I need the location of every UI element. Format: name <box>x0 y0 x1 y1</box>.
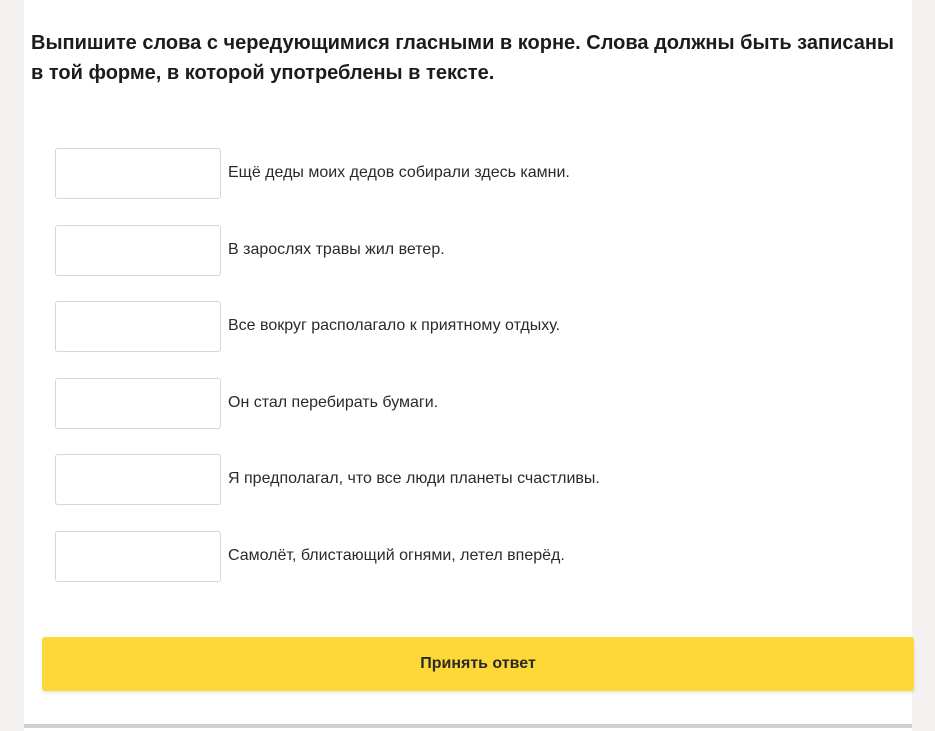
sentence-text-2: В зарослях травы жил ветер. <box>228 240 445 258</box>
sentence-text-4: Он стал перебирать бумаги. <box>228 393 439 411</box>
bottom-divider <box>24 724 912 728</box>
task-instruction: Выпишите слова с чередующимися гласными в корне. Слова должны быть записаны в той форме, в которой употреблены в тексте. <box>31 32 895 84</box>
submit-answer-button[interactable]: Принять ответ <box>42 637 914 691</box>
sentence-text-1: Ещё деды моих дедов собирали здесь камни. <box>228 164 570 181</box>
answer-input-1[interactable] <box>55 148 221 199</box>
sentence-text-6: Самолёт, блистающий огнями, летел вперёд. <box>228 546 565 564</box>
sentence-text-5: Я предполагал, что все люди планеты счастливы. <box>228 470 600 488</box>
answer-input-4[interactable] <box>55 378 221 429</box>
sentence-text-3: Все вокруг располагало к приятному отдыху. <box>228 317 561 335</box>
answer-input-6[interactable] <box>55 531 221 582</box>
answer-input-2[interactable] <box>55 225 221 276</box>
answer-input-3[interactable] <box>55 301 221 352</box>
task-card <box>24 0 912 731</box>
answer-input-5[interactable] <box>55 454 221 505</box>
